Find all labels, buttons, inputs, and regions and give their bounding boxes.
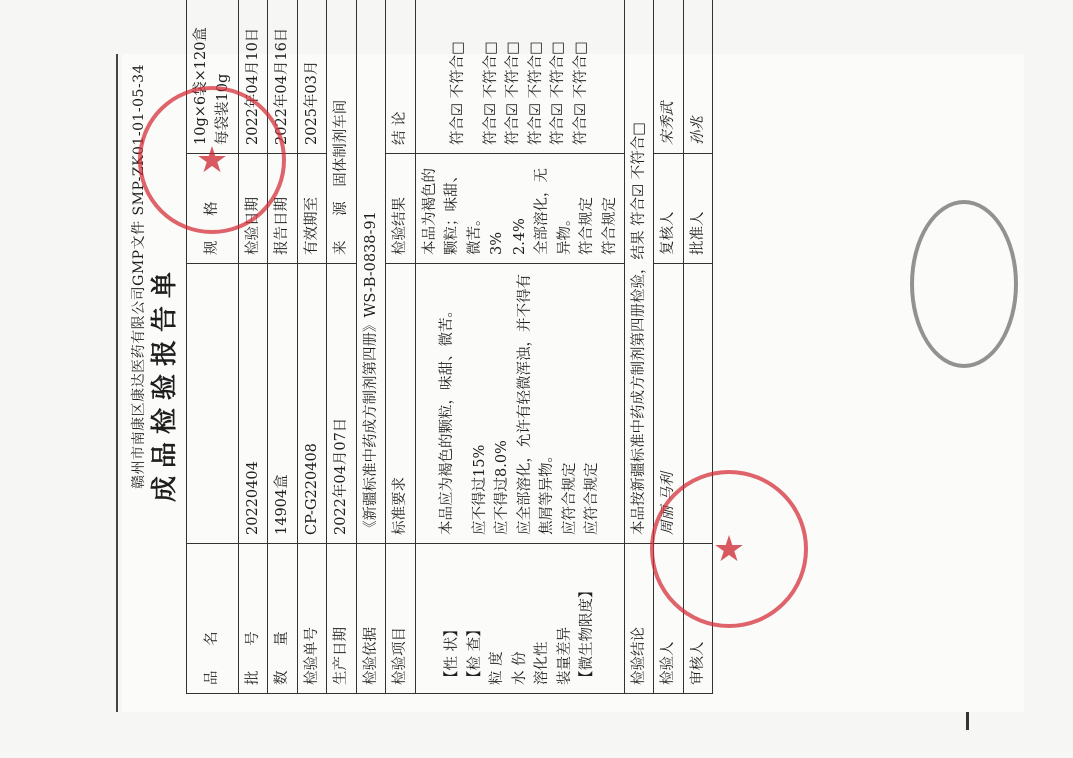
reviewer-sign: 宋秀武 [654, 0, 683, 154]
valid-value: 2025年03月 [297, 0, 326, 154]
result-6: 符合规定 [601, 197, 618, 255]
table-row [356, 0, 385, 694]
basis-label: 检验依据 [356, 544, 385, 694]
reviewer-label: 复核人 [654, 154, 683, 264]
standards-cell [415, 264, 624, 544]
star-icon: ★ [712, 528, 746, 570]
standard-0: 本品应为褐色的颗粒，味甜、微苦。 [439, 303, 456, 535]
prod-date-label: 生产日期 [327, 544, 356, 694]
valid-label: 有效期至 [297, 154, 326, 264]
table-row [327, 0, 356, 694]
item-0: 【性 状】 [444, 622, 461, 685]
conclusion-2: 符合☑ 不符合□ [482, 41, 499, 145]
inspect-date-label: 检验日期 [238, 154, 267, 264]
col-conclusion-header: 结 论 [386, 0, 415, 154]
spec-label: 规 格 [187, 154, 239, 264]
table-row [268, 0, 297, 694]
col-item-header: 检验项目 [386, 544, 415, 694]
table-header-row [386, 0, 415, 694]
approver-label: 批准人 [683, 154, 712, 264]
result-3: 2.4% [511, 218, 528, 255]
table-row [297, 0, 326, 694]
verdict-label: 检验结论 [624, 544, 653, 694]
star-icon: ★ [195, 139, 229, 181]
inspector-label: 检验人 [654, 544, 683, 694]
product-name-label: 品 名 [187, 544, 239, 694]
conclusions-cell [415, 0, 624, 154]
inspect-date-value: 2022年04月10日 [238, 0, 267, 154]
item-1: 【检 查】 [466, 622, 483, 685]
report-date-label: 报告日期 [268, 154, 297, 264]
verdict-conform: 符合☑ [630, 183, 647, 226]
verdict-nonconform: 不符合□ [630, 122, 647, 180]
quantity-value: 14904盒 [268, 264, 297, 544]
item-4: 溶化性 [534, 641, 551, 685]
basis-value: 《新疆标准中药成方制剂第四册》WS-B-0838-91 [356, 0, 385, 544]
conclusion-0: 符合☑ 不符合□ [450, 41, 467, 145]
spec-value-2: 每袋装10g [215, 73, 232, 145]
table-row [624, 0, 653, 694]
inspector-sign: 周丽 马利 [654, 264, 683, 544]
approver-sign: 孙兆 [683, 0, 712, 154]
batch-value: 20220404 [238, 264, 267, 544]
page-title: 成品检验报告单 [150, 263, 180, 503]
standard-2: 应不得过15% [471, 444, 488, 535]
source-value: 固体制剂车间 [333, 99, 350, 187]
quantity-label: 数 量 [268, 544, 297, 694]
standard-4: 应全部溶化，允许有轻微浑浊，并不得有焦屑等异物。 [516, 274, 556, 535]
inspect-no-value: CP-G220408 [297, 264, 326, 544]
header-rule [116, 54, 118, 712]
report-table [186, 0, 713, 694]
result-0: 本品为褐色的颗粒；味甜、微苦。 [421, 168, 483, 255]
verdict-text: 本品按新疆标准中药成方制剂第四册检验，结果 [630, 230, 647, 535]
item-6: 【微生物限度】 [579, 583, 596, 685]
item-3: 水 份 [511, 651, 528, 685]
conclusion-6: 符合☑ 不符合□ [572, 41, 589, 145]
standard-5: 应符合规定 [561, 462, 578, 535]
conclusion-4: 符合☑ 不符合□ [527, 41, 544, 145]
item-5: 装量差异 [556, 627, 573, 685]
batch-label: 批 号 [238, 544, 267, 694]
inspect-no-label: 检验单号 [297, 544, 326, 694]
doc-code: SMP-ZK01-01-05-34 [131, 64, 147, 216]
conclusion-3: 符合☑ 不符合□ [505, 41, 522, 145]
result-2: 3% [489, 231, 506, 255]
verdict-cell [624, 0, 653, 544]
source-label: 来 源 [333, 191, 350, 255]
result-4: 全部溶化，无异物。 [534, 168, 573, 255]
conclusion-5: 符合☑ 不符合□ [550, 41, 567, 145]
standard-6: 应符合规定 [584, 462, 601, 535]
product-name-value [187, 264, 239, 544]
item-2: 粒 度 [489, 651, 506, 685]
result-5: 符合规定 [579, 197, 596, 255]
auditor-label: 审核人 [683, 544, 712, 694]
results-cell [415, 154, 624, 264]
prod-date-value: 2022年04月07日 [327, 264, 356, 544]
qa-stamp [138, 86, 286, 234]
company-name: 赣州市南康区康达医药有限公司GMP文件 [131, 220, 147, 489]
source-cell [327, 0, 356, 264]
spec-value: 10g×6袋×120盒 [193, 27, 209, 145]
col-standard-header: 标准要求 [386, 264, 415, 544]
col-result-header: 检验结果 [386, 154, 415, 264]
table-row [415, 0, 624, 694]
standard-3: 应不得过8.0% [494, 440, 511, 535]
red-stamp [650, 470, 808, 628]
report-date-value: 2022年04月16日 [268, 0, 297, 154]
gray-stamp [910, 200, 1018, 368]
items-cell [415, 544, 624, 694]
